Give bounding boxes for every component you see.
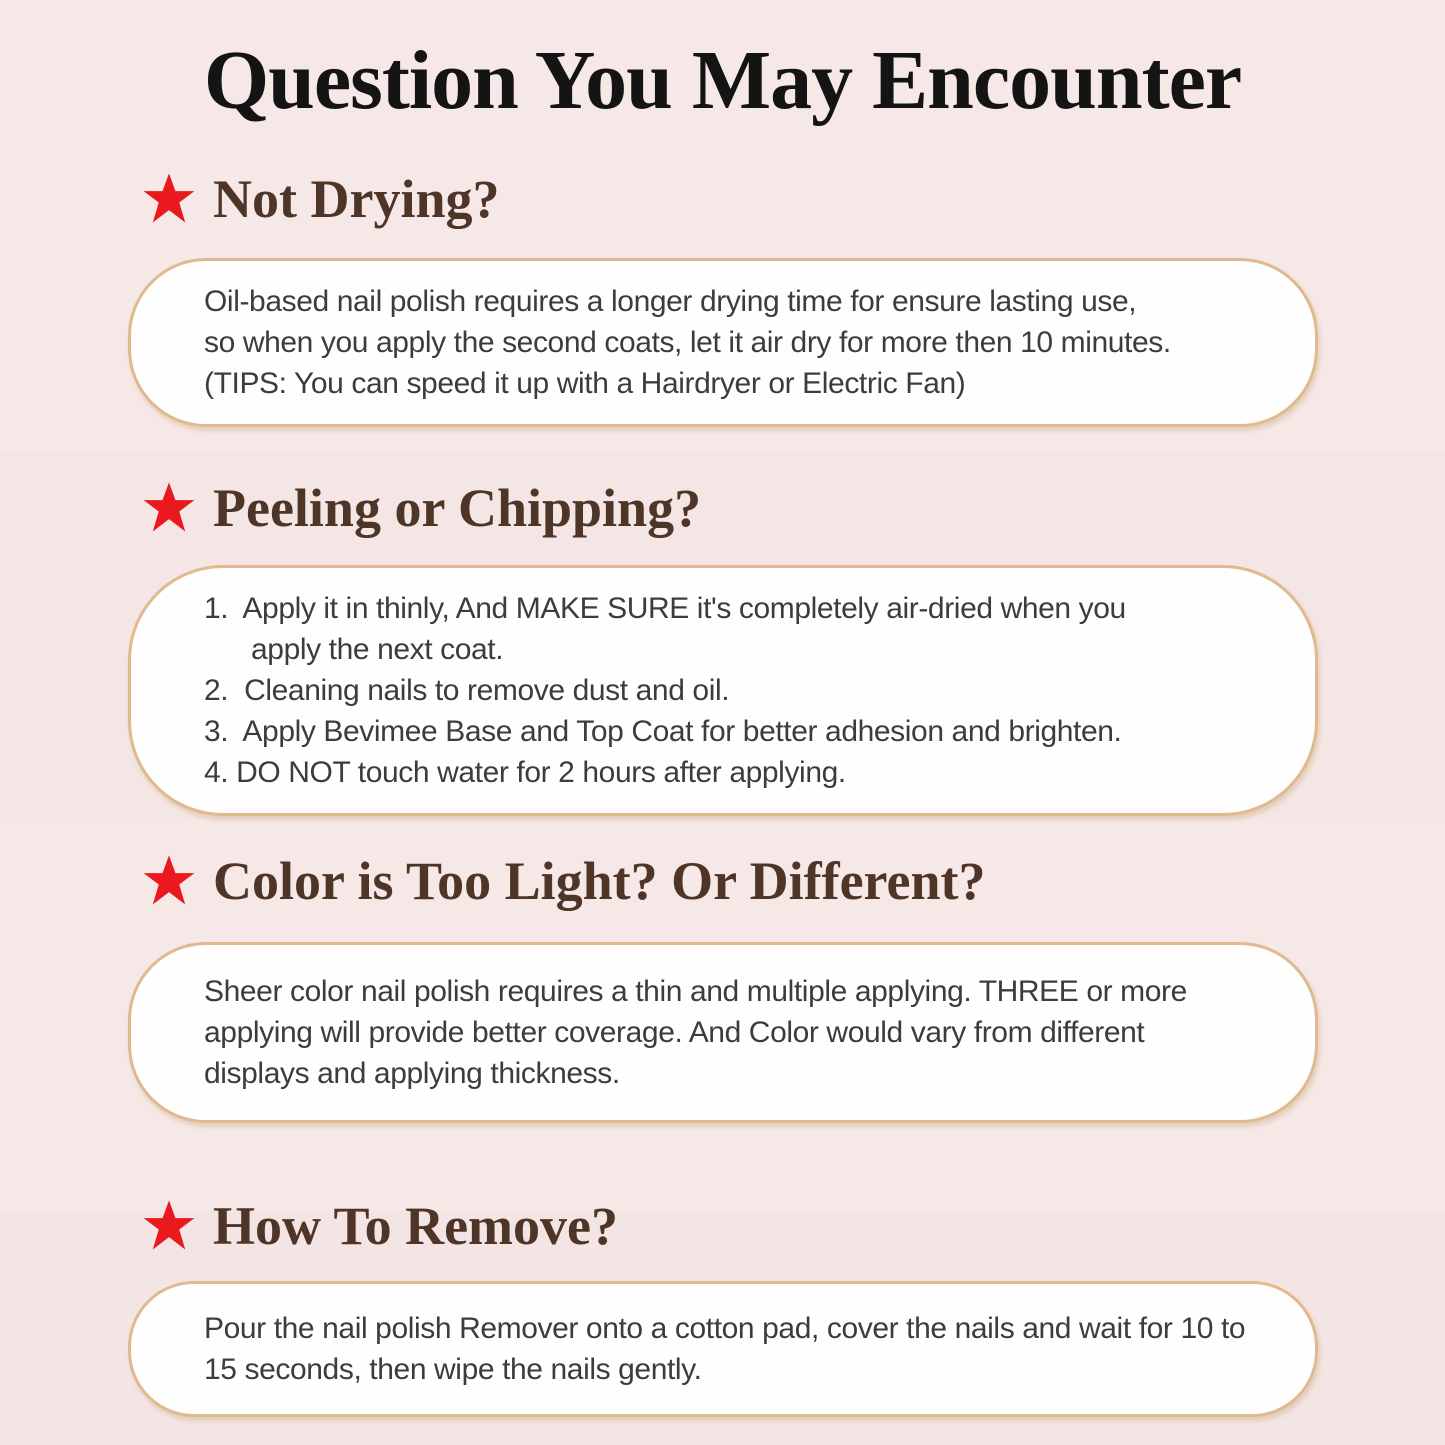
star-icon (142, 173, 196, 225)
answer-line: applying will provide better coverage. And Color would vary from different (204, 1016, 1145, 1049)
section-header (0, 166, 1445, 232)
star-icon (142, 1200, 196, 1252)
answer-line: (TIPS: You can speed it up with a Hairdryer or Electric Fan) (204, 367, 966, 400)
section-header (0, 475, 1445, 541)
answer-line: Sheer color nail polish requires a thin and multiple applying. THREE or more (204, 975, 1187, 1008)
answer-line: Oil-based nail polish requires a longer drying time for ensure lasting use, (204, 285, 1137, 318)
star-icon (142, 855, 196, 907)
section-heading: How To Remove? (213, 1195, 618, 1256)
answer-line: 2. Cleaning nails to remove dust and oil. (204, 674, 730, 707)
star-icon (142, 482, 196, 534)
answer-line: 15 seconds, then wipe the nails gently. (204, 1353, 702, 1386)
answer-box (128, 258, 1318, 427)
answer-box (128, 942, 1318, 1123)
answer-line: 4. DO NOT touch water for 2 hours after applying. (204, 756, 846, 789)
faq-section-not-drying (0, 166, 1445, 427)
section-heading: Peeling or Chipping? (213, 477, 702, 538)
section-header (0, 1193, 1445, 1259)
faq-section-peeling-or-chipping (0, 475, 1445, 816)
section-header (0, 848, 1445, 914)
answer-line: displays and applying thickness. (204, 1057, 620, 1090)
answer-line: apply the next coat. (251, 633, 504, 666)
faq-section-how-to-remove (0, 1193, 1445, 1417)
page-title: Question You May Encounter (203, 34, 1242, 127)
answer-line: 3. Apply Bevimee Base and Top Coat for better adhesion and brighten. (204, 715, 1122, 748)
faq-section-color-too-light-or-different (0, 848, 1445, 1123)
answer-line: 1. Apply it in thinly, And MAKE SURE it's completely air-dried when you (204, 592, 1126, 625)
answer-box (128, 1281, 1318, 1417)
answer-line: Pour the nail polish Remover onto a cotton pad, cover the nails and wait for 10 to (204, 1312, 1246, 1345)
section-heading: Color is Too Light? Or Different? (213, 850, 986, 911)
answer-line: so when you apply the second coats, let it air dry for more then 10 minutes. (204, 326, 1171, 359)
answer-box (128, 565, 1318, 816)
faq-sections (0, 166, 1445, 1417)
section-heading: Not Drying? (213, 168, 500, 229)
